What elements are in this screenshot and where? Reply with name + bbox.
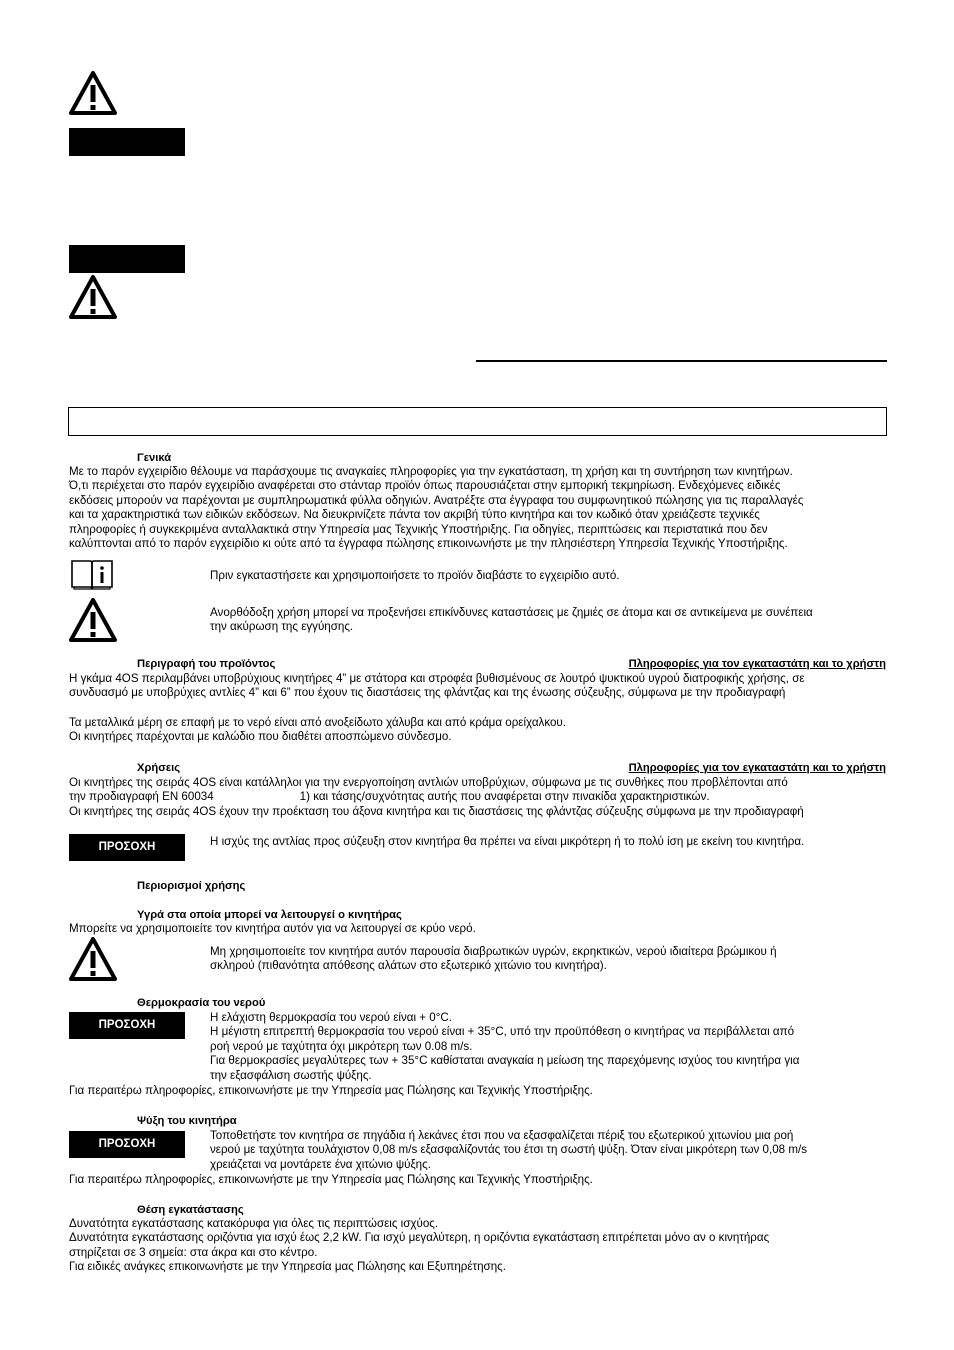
text-line: Ό,τι περιέχεται στο παρόν εγχειρίδιο αναφέρεται στο στάνταρ προϊόν όπως παρουσιάζεται στην εμπορική τεκμηρίωση. Ενδεχόμενες ειδικές xyxy=(69,479,781,493)
text-line: ροή νερού με ταχύτητα όχι μικρότερη των 0.08 m/s. xyxy=(210,1039,473,1053)
section-heading-uses: Χρήσεις xyxy=(137,762,181,774)
text-line: στηρίζεται σε 3 σημεία: στα άκρα και στο κέντρο. xyxy=(69,1245,318,1259)
black-label-box xyxy=(69,245,185,273)
caution-label: ΠΡΟΣΟΧΗ xyxy=(69,1131,185,1158)
text-line: Μη χρησιμοποιείτε τον κινητήρα αυτόν παρουσία διαβρωτικών υγρών, εκρηκτικών, νερού ιδιαίτερα βρώμικου ή xyxy=(210,945,777,958)
signature-line xyxy=(476,360,887,362)
read-manual-text: Πριν εγκαταστήσετε και χρησιμοποιήσετε το προϊόν διαβάστε το εγχειρίδιο αυτό. xyxy=(210,569,620,582)
position-text xyxy=(69,1217,889,1275)
general-paragraph xyxy=(69,465,889,551)
section-heading-position: Θέση εγκατάστασης xyxy=(137,1204,244,1216)
text-line: καλύπτονται από το παρόν εγχειρίδιο κι ούτε από τα έγγραφα πώλησης επικοινωνήστε με την πλησιέστερη Υπηρεσία Τεχνικής Υποστήριξης. xyxy=(69,537,788,551)
warning-triangle-icon xyxy=(68,597,118,643)
text-line: Οι κινητήρες της σειράς 4OS έχουν την προέκταση του άξονα κινητήρα και τις διαστάσεις της φλάντζας σύζευξης σύμφωνα με την προδιαγραφή xyxy=(69,804,804,818)
materials-paragraph xyxy=(69,716,889,745)
section-heading-cooling: Ψύξη του κινητήρα xyxy=(137,1115,237,1127)
description-paragraph xyxy=(69,672,889,701)
text-line: Δυνατότητα εγκατάστασης κατακόρυφα για όλες τις περιπτώσεις ισχύος. xyxy=(69,1217,439,1230)
text-line: σκληρού (πιθανότητα απόθεσης αλάτων στο εξωτερικό χιτώνιο του κινητήρα). xyxy=(210,959,607,973)
text-line: Για ειδικές ανάγκες επικοινωνήστε με την Υπηρεσία μας Πώλησης και Εξυπηρέτησης. xyxy=(69,1260,506,1274)
audience-label: Πληροφορίες για τον εγκαταστάτη και το χρήστη xyxy=(628,762,886,774)
text-line: πληροφορίες ή συγκεκριμένα ανταλλακτικά στην Υπηρεσία μας Τεχνικής Υποστήριξης. Για οδηγίες, περιπτώσεις και περιστατικά που δεν xyxy=(69,522,768,536)
text-line: την ακύρωση της εγγύησης. xyxy=(210,620,354,634)
section-heading-limits: Περιορισμοί χρήσης xyxy=(137,880,246,892)
text-line: Τα μεταλλικά μέρη σε επαφή με το νερό είναι από ανοξείδωτο χάλυβα και από κράμα ορείχαλκου. xyxy=(69,716,566,729)
standard-ref-cont: 1) και τάσης/συχνότητας αυτής που αναφέρεται στην πινακίδα χαρακτηριστικών. xyxy=(299,790,710,804)
text-line: εκδόσεις μπορούν να παρέχονται με συμπληρωματικά φύλλα οδηγιών. Ανατρέξτε στα έγγραφα του συμφωνητικού πώλησης για τις παραλλαγές xyxy=(69,493,804,507)
text-line: Ανορθόδοξη χρήση μπορεί να προξενήσει επικίνδυνες καταστάσεις με ζημιές σε άτομα και σε αντικείμενα με συνέπεια xyxy=(210,606,813,619)
caution-label: ΠΡΟΣΟΧΗ xyxy=(69,1012,185,1039)
text-line: Τοποθετήστε τον κινητήρα σε πηγάδια ή λεκάνες έτσι που να εξασφαλίζεται πέριξ του εξωτερικού χιτωνίου μια ροή xyxy=(210,1129,794,1142)
cooling-text xyxy=(210,1129,886,1172)
black-label-box xyxy=(69,128,185,156)
warning-triangle-icon xyxy=(68,274,118,320)
temperature-contact: Για περαιτέρω πληροφορίες, επικοινωνήστε με την Υπηρεσία μας Πώλησης και Τεχνικής Υποστήριξης. xyxy=(69,1084,593,1097)
text-line: Δυνατότητα εγκατάστασης οριζόντια για ισχύ έως 2,2 kW. Για ισχύ μεγαλύτερη, η οριζόντια εγκατάσταση επιτρέπεται μόνο αν ο κινητήρας xyxy=(69,1231,770,1245)
section-heading-description: Περιγραφή του προϊόντος xyxy=(137,658,276,670)
liquids-warning xyxy=(210,945,886,974)
text-line xyxy=(69,790,889,804)
title-box xyxy=(68,407,887,436)
pump-power-text: Η ισχύς της αντλίας προς σύζευξη στον κινητήρα θα πρέπει να είναι μικρότερη ή το πολύ ίση με εκείνη του κινητήρα. xyxy=(210,835,805,848)
standard-ref: την προδιαγραφή EN 60034 xyxy=(69,790,214,804)
caution-label: ΠΡΟΣΟΧΗ xyxy=(69,834,185,861)
text-line: Η μέγιστη επιτρεπτή θερμοκρασία του νερού είναι + 35°C, υπό την προϋπόθεση ο κινητήρας να περιβάλλεται από xyxy=(210,1025,795,1039)
text-line: χρειάζεται να μοντάρετε ένα χιτώνιο ψύξης. xyxy=(210,1157,431,1171)
warning-triangle-icon xyxy=(68,936,118,982)
text-line: Η γκάμα 4OS περιλαμβάνει υποβρύχιους κινητήρες 4” με στάτορα και στροφέα βυθισμένους σε λουτρό ψυκτικού υγρού διατροφικής χρήσης, σε xyxy=(69,672,805,685)
audience-label: Πληροφορίες για τον εγκαταστάτη και το χρήστη xyxy=(628,658,886,670)
manual-info-icon xyxy=(70,557,114,591)
text-line: Οι κινητήρες της σειράς 4OS είναι κατάλληλοι για την ενεργοποίηση αντλιών υποβρύχιων, σύμφωνα με τις συνθήκες που προβλέπονται από xyxy=(69,776,788,789)
text-line: και τα χαρακτηριστικά των ειδικών εκδόσεων. Να διευκρινίζετε πάντα τον ακριβή τύπο κινητήρα και τον κωδικό όταν χρειάζεστε τεχνικές xyxy=(69,508,760,522)
cooling-contact: Για περαιτέρω πληροφορίες, επικοινωνήστε με την Υπηρεσία μας Πώλησης και Τεχνικής Υποστήριξης. xyxy=(69,1173,593,1186)
text-line: Οι κινητήρες παρέχονται με καλώδιο που διαθέτει αποσπώμενο σύνδεσμο. xyxy=(69,730,452,744)
text-line: Η ελάχιστη θερμοκρασία του νερού είναι + 0°C. xyxy=(210,1011,452,1024)
warning-triangle-icon xyxy=(68,70,118,116)
text-line: συνδυασμό με υποβρύχιες αντλίες 4” και 6” που έχουν τις διαστάσεις της φλάντζας και της ένωσης σύζευξης, σύμφωνα με την προδιαγραφή xyxy=(69,686,786,700)
temperature-text xyxy=(210,1011,886,1083)
liquids-text: Μπορείτε να χρησιμοποιείτε τον κινητήρα αυτόν για να λειτουργεί σε κρύο νερό. xyxy=(69,922,476,935)
section-heading-temperature: Θερμοκρασία του νερού xyxy=(137,997,266,1009)
text-line: νερού με ταχύτητα τουλάχιστον 0,08 m/s εξασφαλίζοντάς του έτσι τη σωστή ψύξη. Όταν είναι μικρότερη των 0,08 m/s xyxy=(210,1143,808,1157)
misuse-warning xyxy=(210,606,886,635)
uses-paragraph xyxy=(69,776,889,819)
text-line: Με το παρόν εγχειρίδιο θέλουμε να παράσχουμε τις αναγκαίες πληροφορίες για την εγκατάσταση, τη χρήση και τη συντήρηση των κινητήρων. xyxy=(69,465,793,478)
text-line: Για θερμοκρασίες μεγαλύτερες των + 35°C καθίσταται αναγκαία η μείωση της παρεχόμενης ισχύος του κινητήρα για xyxy=(210,1054,800,1068)
section-heading-general: Γενικά xyxy=(137,452,172,464)
text-line: την εξασφάλιση σωστής ψύξης. xyxy=(210,1068,372,1082)
section-heading-liquids: Υγρά στα οποία μπορεί να λειτουργεί ο κινητήρας xyxy=(137,909,402,921)
